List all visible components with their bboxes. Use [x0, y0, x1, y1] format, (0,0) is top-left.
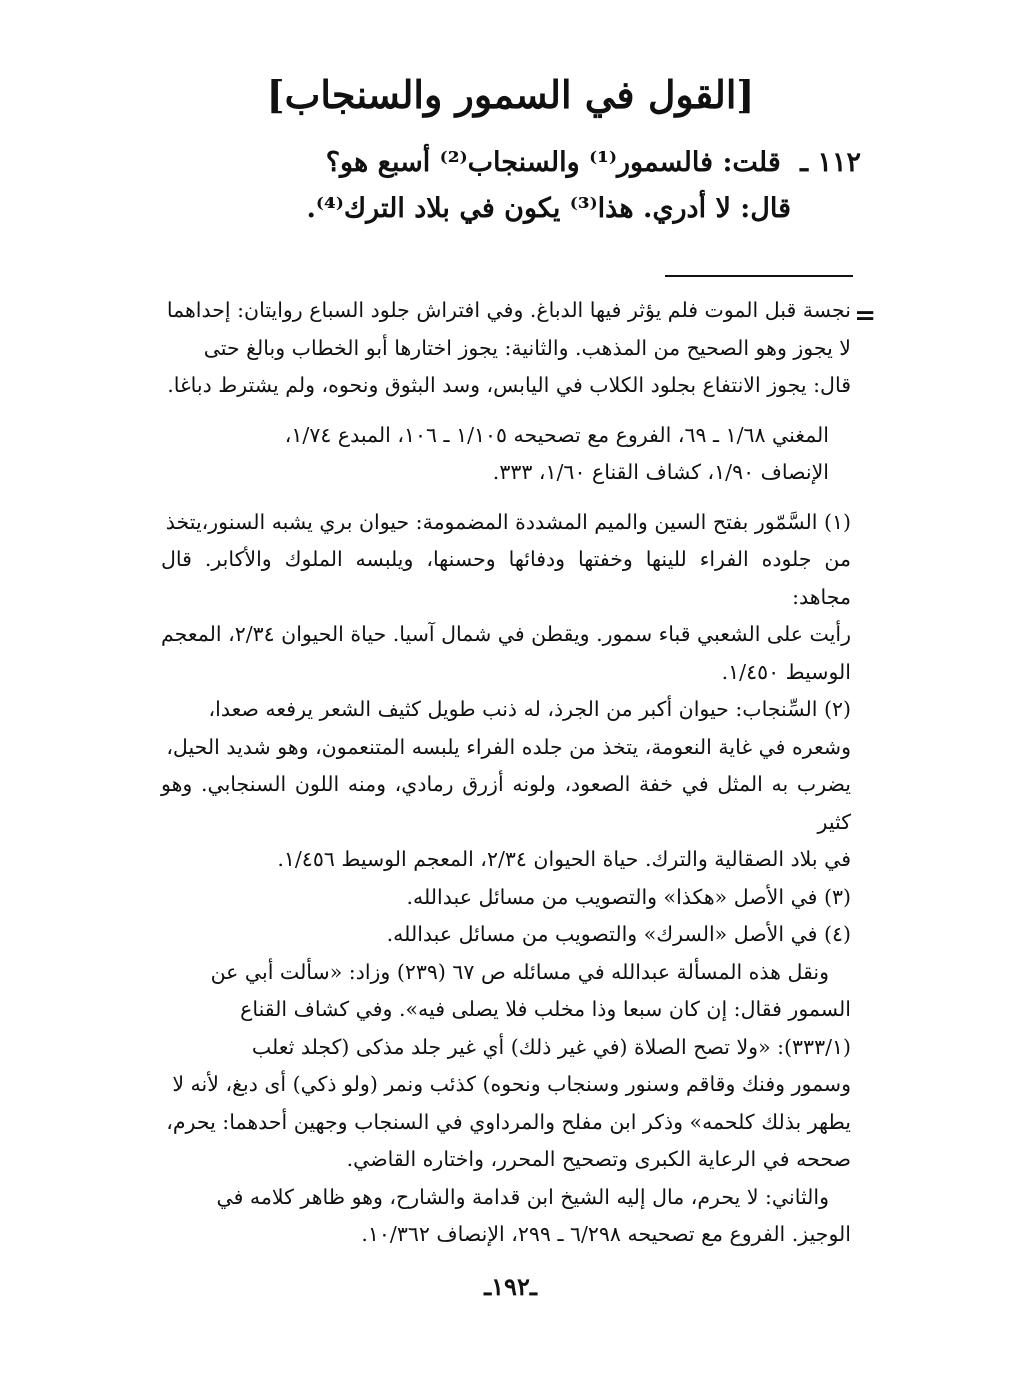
answer-line: قال: لا أدري. هذا⁽³⁾ يكون في بلاد الترك⁽⁴⁾.	[306, 193, 791, 224]
discussion-line: ونقل هذه المسألة عبدالله في مسائله ص ٦٧ (٢٣٩) وزاد: «سألت أبي عن	[210, 959, 829, 984]
question-number: ١١٢ ـ	[800, 147, 861, 178]
prev-note-line: قال: يجوز الانتفاع بجلود الكلاب في اليابس، وسد البثوق ونحوه، ولم يشترط دباغا.	[167, 373, 851, 397]
footnote-1-line: (١) السَّمّور بفتح السين والميم المشددة المضمومة: حيوان بري يشبه السنور،يتخذ	[165, 509, 851, 534]
footnote-1-line: من جلوده الفراء للينها وخفتها ودفائها وحسنها، ويلبسه الملوك والأكابر. قال مجاهد:	[161, 547, 851, 609]
footnote-divider	[665, 275, 853, 277]
prev-note-refs: الإنصاف ١/٩٠، كشاف القناع ١/٦٠، ٣٣٣.	[492, 460, 829, 484]
question-line	[141, 140, 861, 186]
discussion-line: السمور فقال: إن كان سبعا وذا مخلب فلا يصلى فيه». وفي كشاف القناع	[240, 997, 851, 1021]
discussion-line: يطهر بذلك كلحمه» وذكر ابن مفلح والمرداوي في السنجاب وجهين أحدهما: يحرم،	[166, 1109, 851, 1134]
footnote-3: (٣) في الأصل «هكذا» والتصويب من مسائل عبدالله.	[406, 884, 851, 909]
footnote-1-line: رأيت على الشعبي قباء سمور. ويقطن في شمال آسيا. حياة الحيوان ٢/٣٤، المعجم	[161, 622, 851, 646]
prev-note-refs: المغني ١/٦٨ ـ ٦٩، الفروع مع تصحيحه ١/١٠٥ ـ ١٠٦، المبدع ١/٧٤،	[284, 422, 829, 447]
discussion-line: صححه في الرعاية الكبرى وتصحيح المحرر، واختاره القاضي.	[346, 1147, 851, 1171]
footnote-2-line: في بلاد الصقالية والترك. حياة الحيوان ٢/٣٤، المعجم الوسيط ١/٤٥٦.	[277, 847, 851, 871]
continuation-mark: =	[854, 301, 876, 331]
discussion-line: وسمور وفنك وقاقم وسنور وسنجاب ونحوه) كذئب ونمر (ولو ذكي) أى دبغ، لأنه لا	[172, 1072, 851, 1096]
second-view-line: والثاني: لا يحرم، مال إليه الشيخ ابن قدامة والشارح، وهو ظاهر كلامه في	[216, 1184, 829, 1209]
footnotes-block	[161, 292, 851, 1254]
page-number: ـ١٩٢ـ	[484, 1272, 537, 1301]
prev-note-line: لا يجوز وهو الصحيح من المذهب. والثانية: يجوز اختارها أبو الخطاب وبالغ حتى	[203, 335, 851, 360]
section-title: [القول في السمور والسنجاب]	[266, 72, 755, 117]
discussion-line: (٣٣٣/١): «ولا تصح الصلاة (في غير ذلك) أي غير جلد مذكى (كجلد ثعلب	[251, 1034, 851, 1059]
footnote-2-line: وشعره في غاية النعومة، يتخذ من جلده الفراء يلبسه المتنعمون، وهو شديد الحيل،	[166, 734, 851, 759]
footnote-2-line: يضرب به المثل في خفة الصعود، ولونه أزرق رمادي، ومنه اللون السنجابي. وهو كثير	[161, 772, 851, 834]
prev-note-line: نجسة قبل الموت فلم يؤثر فيها الدباغ. وفي افتراش جلود السباع روايتان: إحداهما	[166, 298, 851, 322]
footnote-4: (٤) في الأصل «السرك» والتصويب من مسائل عبدالله.	[386, 922, 851, 946]
question-text: قلت: فالسمور⁽¹⁾ والسنجاب⁽²⁾ أسبع هو؟	[325, 147, 781, 178]
footnote-2-line: (٢) السِّنجاب: حيوان أكبر من الجرذ، له ذنب طويل كثيف الشعر يرفعه صعدا،	[208, 697, 851, 721]
second-view-line: الوجيز. الفروع مع تصحيحه ٦/٢٩٨ ـ ٢٩٩، الإنصاف ١٠/٣٦٢.	[361, 1222, 851, 1246]
footnote-1-line: الوسيط ١/٤٥٠.	[721, 659, 851, 684]
